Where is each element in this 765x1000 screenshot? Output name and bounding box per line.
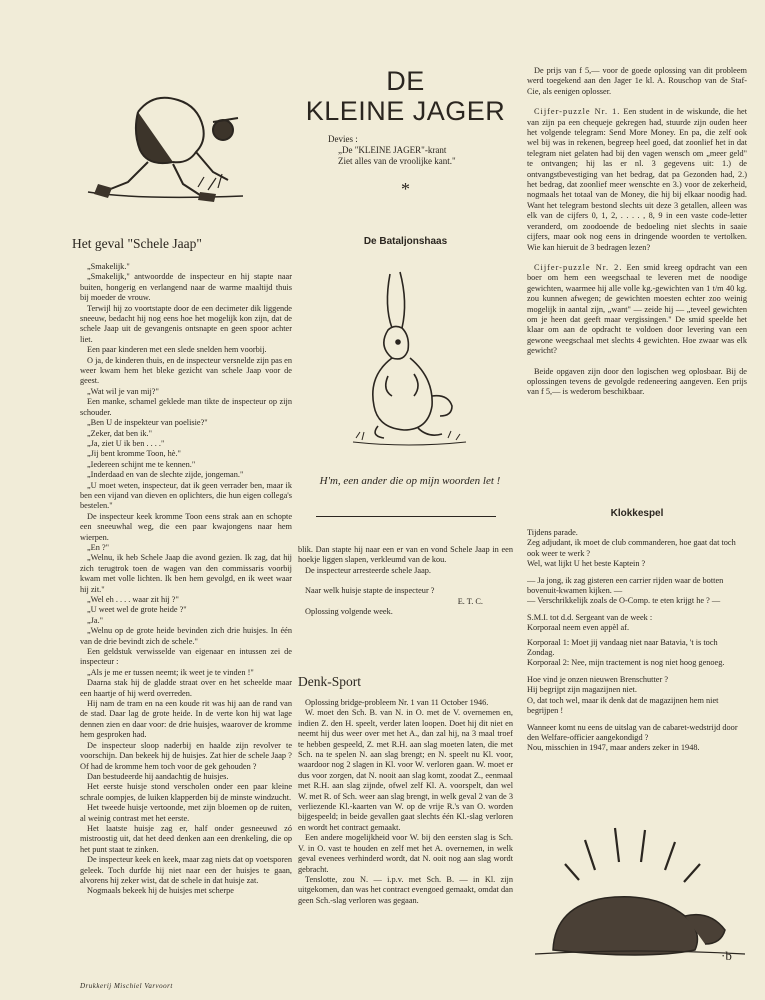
paragraph: Een andere mogelijkheid voor W. bij den eersten slag is Sch. V. in O. vast te houden en zelf met het A. overnemen, in welk geval evenees verhinderd wordt, dat N. ooit nog aan slag wordt gebracht. <box>298 833 513 874</box>
rabbit-hole-illustration <box>535 820 745 970</box>
paragraph: Het eerste huisje stond verscholen onder een paar kleine schrale oompjes, de luiken klapperden bij de minste windzucht. <box>80 782 292 802</box>
paragraph: Daarna stak hij de gladde straat over en het scheelde maar een haartje of hij werd overreden. <box>80 678 292 698</box>
solution-note: Oplossing volgende week. <box>305 607 393 617</box>
prize-text: De prijs van f 5,— voor de goede oplossing van dit probleem werd toegekend aan den Jager 1e kl. A. Rouschop van de Staf-Cie, als eenigen oplosser. <box>527 66 747 96</box>
paragraph: „Zeker, dat ben ik." <box>87 428 153 438</box>
klokkespel-line: Wanneer komt nu eens de uitslag van de cabaret-wedstrijd door den Welfare-officier aangekondigd ? <box>527 722 738 742</box>
paragraph: „Wel eh . . . . waar zit hij ?" <box>87 595 179 604</box>
paragraph: Terwijl hij zo voortstapte door de een decimeter dik liggende sneeuw, bedacht hij nog eens hoe het mogelijk kon zijn, dat de schele Jaap uit de gevangenis ontsnapte en geen spoor achter liet. <box>80 303 292 344</box>
paragraph: „Ja." <box>87 615 104 625</box>
klokkespel-line: Zeg adjudant, ik moet de club commanderen, hoe gaat dat toch ook weer te werk ? <box>527 538 736 558</box>
paragraph: De inspecteur sloop naderbij en haalde zijn revolver te voorschijn. Dan bekeek hij de huisjes. Zat hier de schele Jaap ? Of had de kromme hem toch voor de gek gehouden ? <box>80 740 292 771</box>
paragraph: O ja, de kinderen thuis, en de inspecteur versnelde zijn pas en weer kwam hem het bleke gezicht van schele Jaap voor de geest. <box>80 355 292 386</box>
motto <box>328 134 513 167</box>
masthead-title-line2: KLEINE JAGER <box>305 96 506 126</box>
signature: E. T. C. <box>457 596 483 606</box>
paragraph: blik. Dan stapte hij naar een er van en vond Schele Jaap in een hoekje liggen slapen, verkleumd van de kou. <box>298 545 513 565</box>
paragraph: W. moet den Sch. B. van N. in O. met de V. overnemen en, indien Z. den H. speelt, verder laten loopen. Doet hij dit niet en neemt hij dus weer over met het A., dan zal hij, na 3 maal troef te hebben gespeeld, Z. met R.H. aan slag moeten laten, die met Sch. na te spelen N. aan slag brengt; en N. speelt nu Kl. voor, waardoor nog 2 slagen in Kl. voor W. verloren gaan. W. moet er dus voor zorgen, dat N. nooit aan slag komt, zoodat Z., eenmaal met R.H. aan slag zijnde, ofwel zelf Kl. A. voorspelt, dan wel W. met R. of Sch. weer aan slag brengt, in welk geval 2 van de 3 verliezende Kl.-kaarten van W. op de vrije R.'s van O. worden bijgespeeld; in beide gevallen gaat slechts één Kl.-slag verloren en wordt het contract gemaakt. <box>298 708 513 832</box>
klokkespel-line: Hoe vind je onzen nieuwen Brenschutter ? <box>527 674 668 684</box>
middle-column <box>298 0 513 1000</box>
paragraph: „Welnu, ik heb Schele Jaap die avond gezien. Ik zag, dat hij zich terugtrok toen de wagen van den commissaris voorbij kwam met volle lichten. Ik ben hem gevolgd, en ik weet waar hij zit." <box>80 553 292 594</box>
paragraph: Nogmaals bekeek hij de huisjes met scherpe <box>87 886 234 896</box>
klokkespel-line: S.M.I. tot d.d. Sergeant van de week : <box>527 612 653 622</box>
paragraph: Dan bestudeerde hij aandachtig de huisjes. <box>87 771 229 781</box>
bataljonshaas-title: De Bataljonshaas <box>363 236 448 247</box>
paragraph: Een manke, schamel geklede man tikte de inspecteur op zijn schouder. <box>80 397 292 417</box>
motto-label: Devies : <box>328 134 358 144</box>
motto-line2: Ziet alles van de vroolijke kant." <box>338 156 456 166</box>
klokkespel-line: Hij begrijpt zijn magazijnen niet. <box>527 685 637 695</box>
paragraph: „Als je me er tussen neemt; ik weet je te vinden !" <box>87 667 254 677</box>
paragraph: „Smakelijk." <box>87 262 130 271</box>
paragraph: De inspecteur arresteerde schele Jaap. <box>305 565 431 575</box>
paragraph: De inspecteur keek en keek, maar zag niets dat op voetsporen geleek. Toch durfde hij niet naar een der huisjes te gaan, alvorens hij zeker wist, dat de schele in dat huisje zat. <box>80 855 292 885</box>
puzzles-section <box>527 66 747 398</box>
asterisk-divider: * <box>401 179 410 199</box>
paragraph: Het tweede huisje vertoonde, met zijn bloemen op de ruiten, al weinig contrast met het eerste. <box>80 803 292 823</box>
klokkespel-line: — Verschrikkelijk zoals de O-Comp. te eten krijgt he ? — <box>527 596 721 606</box>
left-column <box>70 0 292 1000</box>
printer-credit: Drukkerij Mischiel Varvoort <box>80 982 173 990</box>
paragraph: „Ja, ziet U ik ben . . . ." <box>87 438 165 448</box>
denksport-title: Denk-Sport <box>298 674 361 689</box>
klokkespel-line: Korporaal 2: Nee, mijn tractement is nog niet hoog genoeg. <box>527 658 725 668</box>
paragraph: „U weet wel de grote heide ?" <box>87 605 187 615</box>
klokkespel-line: Nou, misschien in 1947, maar anders zeker in 1948. <box>527 743 700 753</box>
paragraph: „Ben U de inspekteur van poelisie?" <box>87 418 208 428</box>
paragraph: „Wat wil je van mij?" <box>87 386 159 396</box>
puzzle1-label: Cijfer-puzzle Nr. 1. <box>534 107 621 117</box>
masthead <box>298 66 513 200</box>
puzzle2 <box>527 263 747 357</box>
klokkespel-line: O, dat toch wel, maar ik denk dat de magazijnen hem niet begrijpen ! <box>527 695 719 716</box>
paragraph: „Welnu op de grote heide bevinden zich drie huisjes. In één van de drie bevindt zich de schele." <box>80 626 292 646</box>
artist-mark: ·b <box>721 948 732 963</box>
paragraph: Het laatste huisje zag er, half onder gesneeuwd zó mistroostig uit, dat het deed denken aan een drenkeling, die op het punt staat te zinken. <box>80 823 292 854</box>
puzzle2-text: Een smid kreeg opdracht van een boer om hem een weegschaal te leveren met de noodige gewichten, waarmee hij alle volle kg.-gewichten van 1 t/m 40 kg. zou kunnen afwegen; de gewichten moesten echter zoo weinig mogelijk in aantal zijn, „want" — zeide hij — „teveel gewichten om je heen dat geeft maar vergissingen." De smid speelde het klaar om aan de opdracht te voldoen door levering van een gewone weegschaal met slechts 4 gewichten. Hoe zwaar was elk gewicht? <box>527 262 747 356</box>
question: Naar welk huisje stapte de inspecteur ? <box>305 586 435 596</box>
klokkespel-line: Tijdens parade. <box>527 528 578 537</box>
paragraph: Oplossing bridge-probleem Nr. 1 van 11 October 1946. <box>305 698 489 707</box>
paragraph: „En ?" <box>87 542 110 552</box>
bataljonshaas-caption: H'm, een ander die op mijn woorden let ! <box>319 475 501 487</box>
paragraph: Een geldstuk verwisselde van eigenaar en intussen zei de inspecteur : <box>80 647 292 667</box>
closing-text: Beide opgaven zijn door den logischen weg oplosbaar. Bij de oplossingen tevens de gevolgde redeneering aangeven. Een prijs van f 5,— is wederom beschikbaar. <box>527 366 747 397</box>
denksport-body <box>298 698 513 906</box>
hunter-illustration <box>78 72 248 212</box>
paragraph: „Iedereen schijnt me te kennen." <box>87 459 196 469</box>
paragraph: „U moet weten, inspecteur, dat ik geen verrader ben, maar ik ben een vijand van dieven en oplichters, die hun eigen collega's bestelen." <box>80 480 292 511</box>
paragraph: Tenslotte, zou N. — i.p.v. met Sch. B. — in Kl. zijn uitgekomen, dan was het contract evengoed gemaakt, omdat dan geen Sch.-slag verloren was gegaan. <box>298 874 513 905</box>
puzzle1 <box>527 107 747 253</box>
klokkespel-line: — Ja jong, ik zag gisteren een carrier rijden waar de botten bovenuit-kwamen kijken. — <box>527 575 724 596</box>
paragraph: „Inderdaad en van de slechte zijde, jongeman." <box>87 470 244 480</box>
right-column <box>527 0 747 1000</box>
paragraph: Een paar kinderen met een slede snelden hem voorbij. <box>87 345 267 355</box>
rabbit-illustration <box>348 266 468 456</box>
article-title-schele-jaap: Het geval "Schele Jaap" <box>72 236 202 251</box>
paragraph: Hij nam de tram en na een koude rit was hij aan de rand van de stad. Daar lag de grote heide. In de verte kon hij wat lage dennen zien en daar voor: de drie huisjes, waarover de kromme hem gesproken had. <box>80 699 292 740</box>
paragraph: De inspecteur keek kromme Toon eens strak aan en schopte een sneeuwhal weg, die een paar kwajongens naar hem wierpen. <box>80 511 292 542</box>
puzzle1-text: Een student in de wiskunde, die het van zijn pa een chequeje gekregen had, stuurde zijn ouden heer het volgende telegram: Send More Money. En pa, die zelf ook wel bij was in rekenen, begreep heel goed, dat zoonlief het in dat telegram niet gelaten had bij den vagen wensch om „meer geld" te ontvangen; hij las er nl. 3 gegevens uit: 1.) de ontvangstbevestiging van het bedrag, dat pa Gezonden had, 2.) het bedrag, dat zoonlief meer wenschte en 3.) voor de zekerheid, nogmaals het totaal van de Money, die hij bij elkaar noodig had. Want het telegram bestond slechts uit deze 3 getallen, alleen was elk van de cijfers 0, 1, 2, . . . . , 8, 9 in een vaste code-letter veranderd, om zoodoende de bedoeling niet slechts in saaie cijfers, maar ook nog eens in dringende woorden te vertolken. Wie kan hieruit de 3 bedragen lezen? <box>527 107 747 252</box>
klokkespel-line: Wel, wat lijkt U het beste Kaptein ? <box>527 559 646 569</box>
article-continued <box>298 545 513 617</box>
motto-line1: „De "KLEINE JAGER"-krant <box>338 145 447 155</box>
paragraph: „Jij bent kromme Toon, hè." <box>87 449 181 459</box>
klokkespel-title: Klokkespel <box>610 508 664 519</box>
puzzle2-label: Cijfer-puzzle Nr. 2. <box>534 262 623 272</box>
klokkespel-line: Korporaal 1: Moet jij vandaag niet naar Batavia, 't is toch Zondag. <box>527 637 718 658</box>
klokkespel-body <box>527 528 747 754</box>
divider <box>316 516 496 517</box>
masthead-title-line1: DE <box>386 66 425 96</box>
paragraph: „Smakelijk," antwoordde de inspecteur en hij stapte naar buiten, hongerig en verlangend naar de warme maaltijd thuis bij moeder de vrouw. <box>80 272 292 303</box>
article-body-schele-jaap <box>80 262 292 897</box>
klokkespel-line: Korporaal neem even appèl af. <box>527 623 630 633</box>
